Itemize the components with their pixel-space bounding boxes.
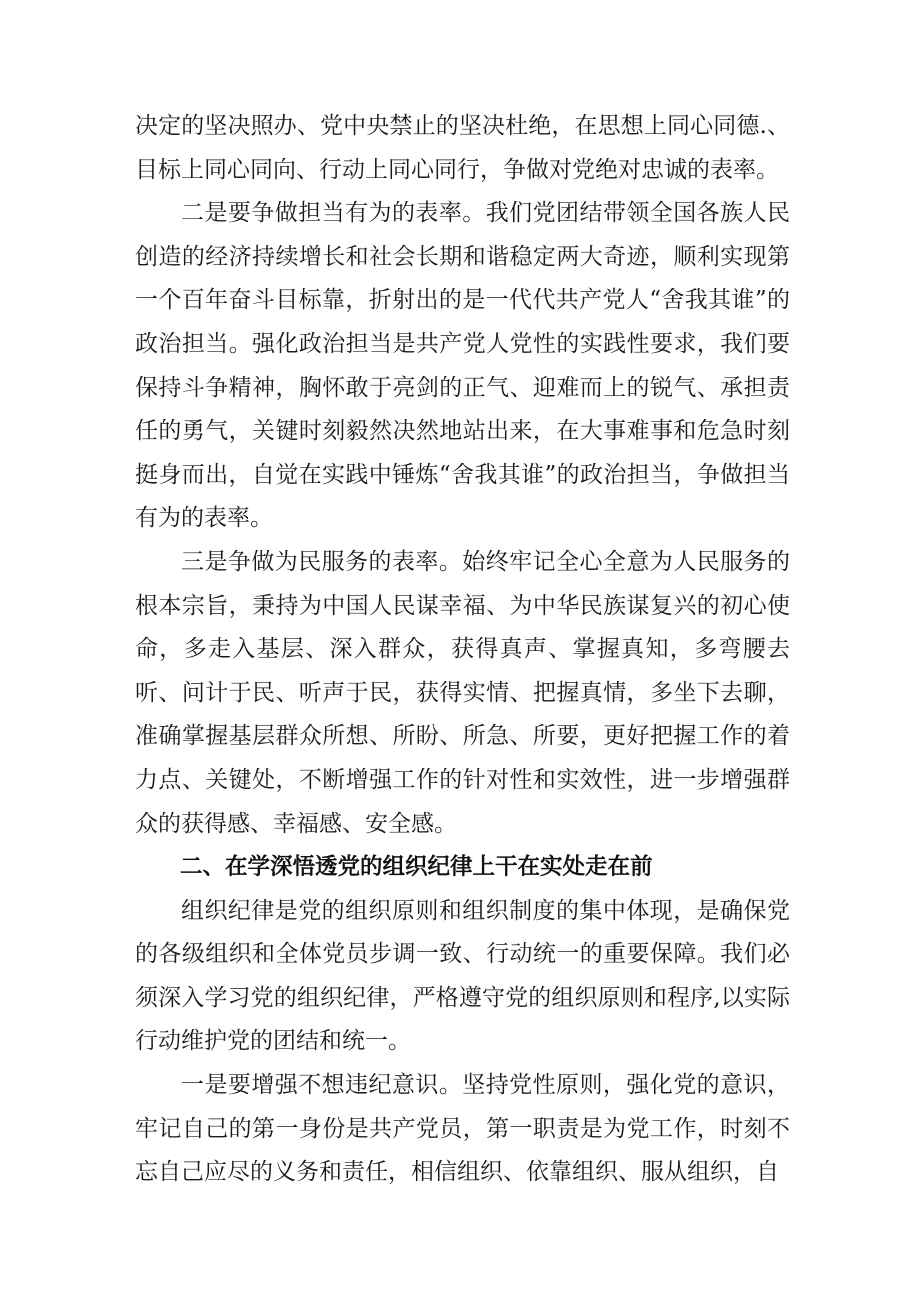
paragraph-responsibility: 二是要争做担当有为的表率。我们党团结带领全国各族人民创造的经济持续增长和社会长期和谐稳定两大奇迹，顺利实现第一个百年奋斗目标靠，折射出的是一代代共产党人“舍我其谁”的政治担当。强化政治担当是共产党人党性的实践性要求，我们要保持斗争精神，胸怀敢于亮剑的正气、迎难而上的锐气、承担责任的勇气，关键时刻毅然决然地站出来，在大事难事和危急时刻挺身而出，自觉在实践中锤炼“舍我其谁”的政治担当，争做担当有为的表率。 <box>135 200 790 532</box>
paragraph-continuation: 决定的坚决照办、党中央禁止的坚决杜绝，在思想上同心同德.、目标上同心同向、行动上同心同行，争做对党绝对忠诚的表率。 <box>135 113 790 183</box>
document-body <box>135 105 790 1195</box>
paragraph-serve-people: 三是争做为民服务的表率。始终牢记全心全意为人民服务的根本宗旨，秉持为中国人民谋幸福、为中华民族谋复兴的初心使命，多走入基层、深入群众，获得真声、掌握真知，多弯腰去听、问计于民、听声于民，获得实情、把握真情，多坐下去聊，准确掌握基层群众所想、所盼、所急、所要，更好把握工作的着力点、关键处，不断增强工作的针对性和实效性，进一步增强群众的获得感、幸福感、安全感。 <box>135 548 790 837</box>
section-heading: 二、在学深悟透党的组织纪律上干在实处走在前 <box>180 854 653 881</box>
paragraph-discipline-awareness: 一是要增强不想违纪意识。坚持党性原则，强化党的意识，牢记自己的第一身份是共产党员，第一职责是为党工作，时刻不忘自己应尽的义务和责任，相信组织、依靠组织、服从组织，自 <box>135 1072 790 1186</box>
paragraph-organization-discipline: 组织纪律是党的组织原则和组织制度的集中体现，是确保党的各级组织和全体党员步调一致、行动统一的重要保障。我们必须深入学习党的组织纪律，严格遵守党的组织原则和程序,以实际行动维护党的团结和统一。 <box>135 897 790 1055</box>
